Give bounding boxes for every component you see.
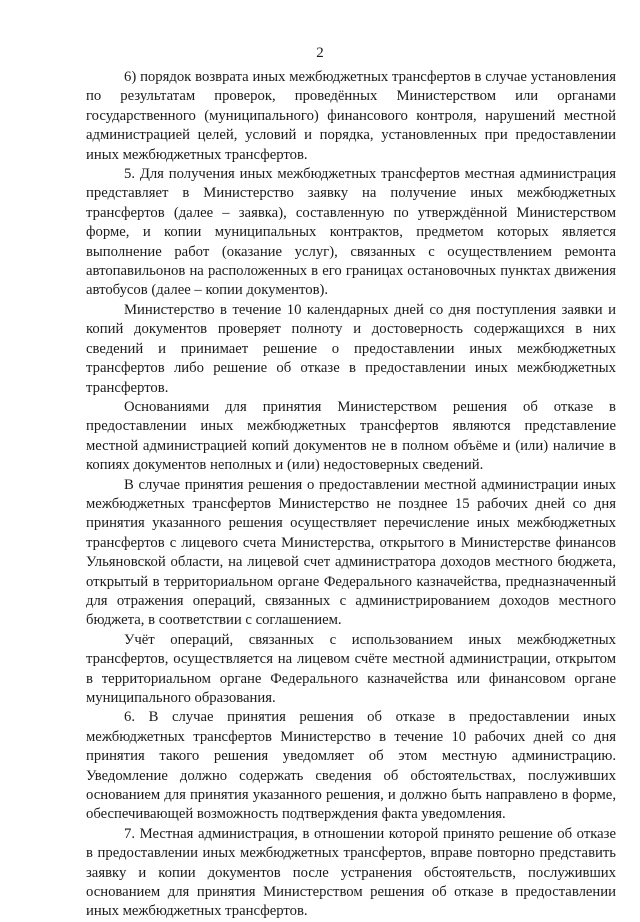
paragraph-accounting: Учёт операций, связанных с использованием иных межбюджетных трансфертов, осуществляется на лицевом счёте местной администрации, открытом в территориальном органе Федерального казначейства или финансовом органе муниципального образования.: [86, 631, 616, 706]
paragraph-item-7: 7. Местная администрация, в отношении которой принято решение об отказе в предоставлении иных межбюджетных трансфертов, вправе повторно представить заявку и копии документов после устранения обстоятельств, послуживших основанием для принятия Министерством решения об отказе в предоставлении иных межбюджетных трансфертов.: [86, 825, 616, 920]
document-body: [86, 68, 616, 922]
paragraph-refusal-grounds: Основаниями для принятия Министерством решения об отказе в предоставлении иных межбюджетных трансфертов являются представление местной администрацией копий документов не в полном объёме и (или) наличие в копиях документов неполных и (или) недостоверных сведений.: [86, 398, 616, 474]
paragraph-item-6: 6. В случае принятия решения об отказе в предоставлении иных межбюджетных трансфертов Министерство в течение 10 рабочих дней со дня принятия такого решения уведомляет об этом местную администрацию. Уведомление должно содержать сведения об обстоятельствах, послуживших основанием для принятия указанного решения, и должно быть направлено в форме, обеспечивающей возможность подтверждения факта уведомления.: [86, 709, 616, 823]
page-number: 2: [316, 45, 324, 61]
paragraph-transfer-procedure: В случае принятия решения о предоставлении местной администрации иных межбюджетных трансфертов Министерство не позднее 15 рабочих дней со дня принятия указанного решения осуществляет перечисление иных межбюджетных трансфертов с лицевого счета Министерства, открытого в Министерстве финансов Ульяновской области, на лицевой счет администратора доходов местного бюджета, открытый в территориальном органе Федерального казначейства, предназначенный для отражения операций, связанных с администрированием доходов местного бюджета, в соответствии с соглашением.: [86, 476, 616, 629]
paragraph-return-procedure: 6) порядок возврата иных межбюджетных трансфертов в случае установления по результатам проверок, проведённых Министерством или органами государственного (муниципального) финансового контроля, нарушений местной администрацией целей, условий и порядка, установленных при предоставлении иных межбюджетных трансфертов.: [86, 69, 616, 163]
paragraph-review-period: Министерство в течение 10 календарных дней со дня поступления заявки и копий документов проверяет полноту и достоверность содержащихся в них сведений и принимает решение о предоставлении иных межбюджетных трансфертов либо решение об отказе в предоставлении иных межбюджетных трансфертов.: [86, 301, 616, 396]
paragraph-item-5: 5. Для получения иных межбюджетных трансфертов местная администрация представляет в Министерство заявку на получение иных межбюджетных трансфертов (далее – заявка), составленную по утверждённой Министерством форме, и копии муниципальных контрактов, предметом которых является выполнение работ (оказание услуг), связанных с осуществлением ремонта автопавильонов на расположенных в его границах остановочных пунктах движения автобусов (далее – копии документов).: [86, 166, 616, 299]
